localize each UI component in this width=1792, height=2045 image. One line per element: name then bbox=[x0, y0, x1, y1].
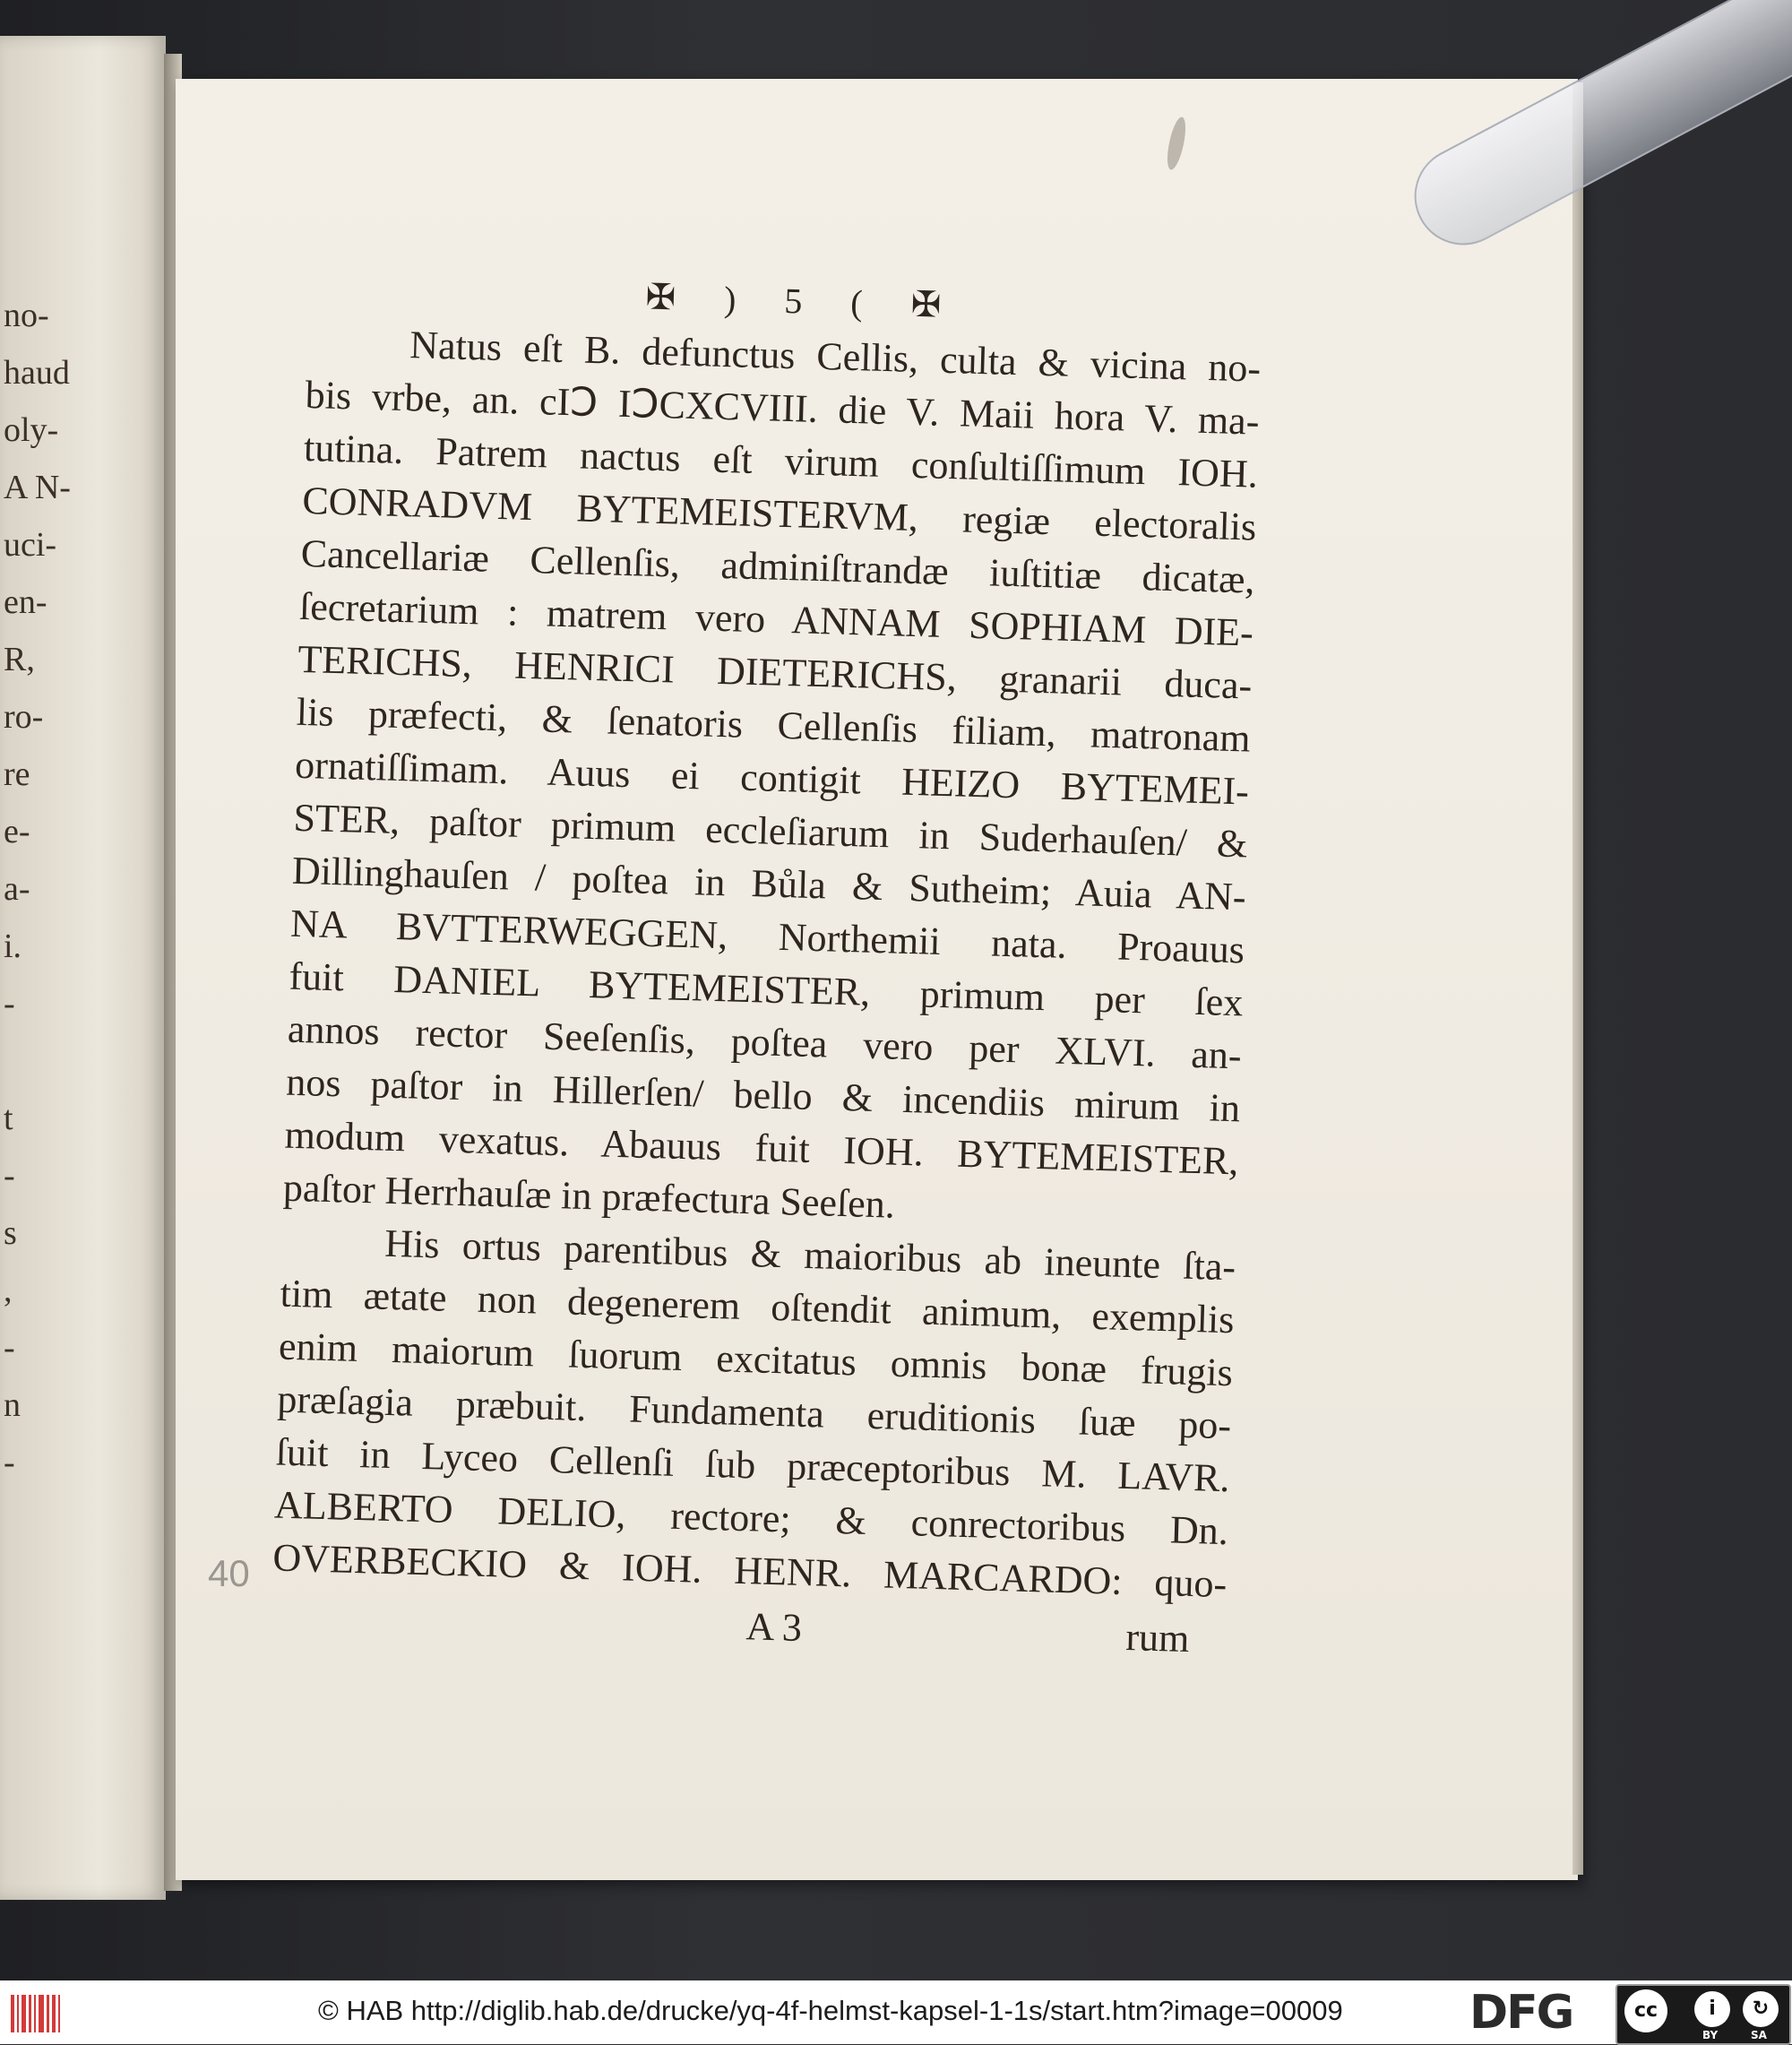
dfg-logo: DFG bbox=[1469, 1986, 1573, 2040]
left-fragment: s bbox=[4, 1214, 17, 1252]
sa-label: SA bbox=[1751, 2029, 1767, 2041]
by-label: BY bbox=[1702, 2029, 1719, 2041]
pencil-annotation: 40 bbox=[208, 1552, 250, 1594]
text-line: enim maiorum ſuorum excitatus omnis bonæ frugis bbox=[278, 1324, 1234, 1395]
left-fragment: e- bbox=[4, 813, 30, 850]
left-fragment: - bbox=[4, 985, 15, 1022]
footer-bar bbox=[0, 1980, 1792, 2044]
logo-bar bbox=[29, 1995, 31, 2032]
left-fragment: re bbox=[4, 755, 30, 793]
text-line: ſecretarium : matrem vero ANNAM SOPHIAM DIE- bbox=[298, 583, 1254, 655]
page-edge bbox=[1572, 82, 1583, 1875]
logo-bar bbox=[52, 1995, 56, 2032]
left-fragment: no- bbox=[4, 297, 49, 334]
text-line: NA BVTTERWEGGEN, Northemii nata. Proauus bbox=[289, 901, 1245, 972]
text-block bbox=[271, 260, 1263, 1670]
signature-mark: A 3 bbox=[745, 1604, 803, 1650]
left-fragment: uci- bbox=[4, 526, 57, 564]
left-fragment: , bbox=[4, 1272, 13, 1309]
text-line: Natus eſt B. defunctus Cellis, culta & vicina no- bbox=[409, 323, 1262, 391]
logo-bar bbox=[58, 1995, 60, 2032]
logo-bar bbox=[22, 1995, 26, 2032]
text-line: ornatiſſimam. Auus ei contigit HEIZO BYTEMEI- bbox=[294, 742, 1250, 814]
left-fragment: haud bbox=[4, 354, 70, 392]
attribution-icon: i bbox=[1694, 1991, 1730, 2027]
logo-bar bbox=[47, 1995, 49, 2032]
text-line: tim ætate non degenerem oſtendit animum, exemplis bbox=[280, 1271, 1236, 1342]
left-page-edge bbox=[0, 36, 166, 1900]
left-fragment bbox=[4, 1032, 57, 1090]
text-line: paſtor Herrhauſæ in præfectura Seeſen. bbox=[282, 1165, 896, 1227]
left-fragment: - bbox=[4, 1329, 15, 1367]
text-line: STER, paſtor primum eccleſiarum in Suderhauſen/ & bbox=[292, 795, 1248, 867]
left-fragment: A N- bbox=[4, 469, 71, 506]
text-line: Dillinghauſen / poſtea in Bůla & Sutheim; Auia AN- bbox=[291, 848, 1247, 919]
text-line: modum vexatus. Abauus fuit IOH. BYTEMEISTER, bbox=[284, 1112, 1240, 1184]
left-fragment: i. bbox=[4, 928, 22, 965]
left-fragment: R, bbox=[4, 641, 35, 678]
hab-logo-icon bbox=[11, 1995, 73, 2032]
left-fragment: a- bbox=[4, 870, 30, 908]
left-fragment: - bbox=[4, 1157, 15, 1195]
text-line: His ortus parentibus & maioribus ab ineunte ſta- bbox=[383, 1221, 1236, 1290]
text-line: fuit DANIEL BYTEMEISTER, primum per ſex bbox=[288, 953, 1244, 1025]
text-line: CONRADVM BYTEMEISTERVM, regiæ electoralis bbox=[301, 478, 1257, 549]
text-line: ſuit in Lyceo Cellenſi ſub præceptoribus M. LAVR. bbox=[275, 1429, 1231, 1501]
logo-bar bbox=[17, 1995, 19, 2032]
left-fragment: - bbox=[4, 1444, 15, 1481]
text-line: OVERBECKIO & IOH. HENR. MARCARDO: quo- bbox=[271, 1535, 1228, 1607]
text-line: lis præfecti, & ſenatoris Cellenſis filiam, matronam bbox=[296, 689, 1252, 761]
left-fragment: oly- bbox=[4, 411, 59, 449]
left-fragment: t bbox=[4, 1100, 13, 1137]
text-line: ALBERTO DELIO, rectore; & conrectoribus Dn. bbox=[273, 1482, 1229, 1554]
text-line: Cancellariæ Cellenſis, adminiſtrandæ iuſtitiæ dicatæ, bbox=[300, 531, 1256, 602]
body-text bbox=[272, 315, 1262, 1610]
left-fragment: en- bbox=[4, 583, 47, 621]
copyright-link[interactable]: © HAB http://diglib.hab.de/drucke/yq-4f-helmst-kapsel-1-1s/start.htm?image=00009 bbox=[318, 1995, 1343, 2026]
text-line: tutina. Patrem nactus eſt virum conſultiſſimum IOH. bbox=[303, 425, 1259, 496]
left-page-fragments bbox=[4, 287, 71, 1491]
text-line: annos rector Seeſenſis, poſtea vero per XLVI. an- bbox=[287, 1006, 1243, 1078]
catchword: rum bbox=[1124, 1615, 1191, 1661]
share-alike-icon: ↻ bbox=[1743, 1991, 1779, 2027]
text-line: præſagia præbuit. Fundamenta eruditionis ſuæ po- bbox=[276, 1376, 1232, 1448]
page-header: ✠ ) 5 ( ✠ bbox=[645, 276, 961, 326]
logo-bar bbox=[34, 1995, 36, 2032]
cc-by-sa-badge[interactable] bbox=[1615, 1984, 1791, 2045]
text-line: bis vrbe, an. cIↃ IↃCXCVIII. die V. Maii hora V. ma- bbox=[305, 372, 1261, 444]
text-line: TERICHS, HENRICI DIETERICHS, granarii duca- bbox=[297, 636, 1253, 708]
logo-bar bbox=[11, 1995, 14, 2032]
cc-icon: cc bbox=[1624, 1989, 1667, 2032]
left-fragment: n bbox=[4, 1386, 21, 1424]
logo-bar bbox=[39, 1995, 44, 2032]
text-line: nos paſtor in Hillerſen/ bello & incendiis mirum in bbox=[285, 1059, 1241, 1131]
left-fragment: ro- bbox=[4, 698, 44, 736]
